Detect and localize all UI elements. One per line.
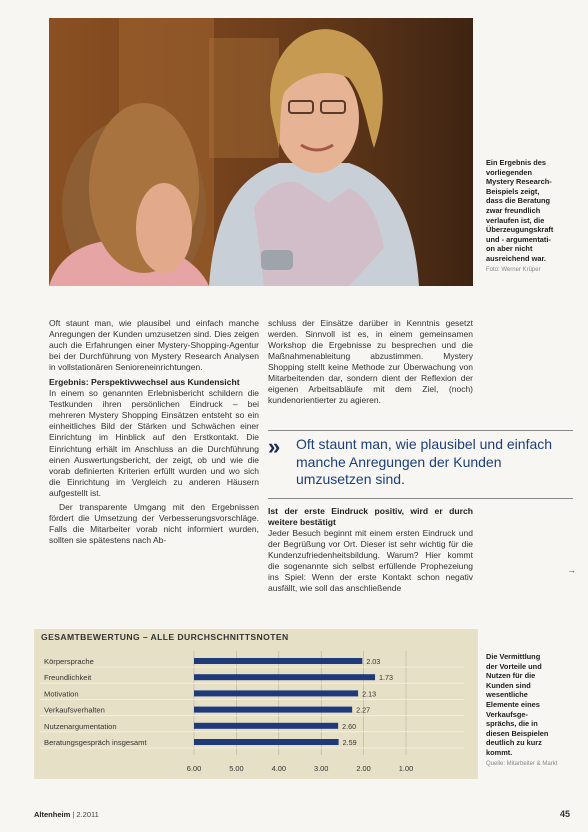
data-label: 1.73 (379, 673, 394, 683)
photo-credit: Foto: Werner Krüper (486, 266, 541, 273)
chart-bar (194, 723, 338, 729)
caption-line: vorliegenden (486, 167, 532, 177)
body-paragraph: Der transparente Umgang mit den Ergebnissen fördert die Umsetzung der Verbesserungsvorschläge. Falls die Mitarbeiter vorab nicht informiert wurden, sollten sie spätestens nach Ab- (49, 501, 259, 545)
rating-chart (34, 629, 478, 779)
intro-paragraph: Oft staunt man, wie plausibel und einfach manche Anregungen der Kunden umzusetzen sind. Dies zeigen auch die Erfahrungen einer Mystery-Shopping-Agentur bei der Durchführung von Mystery Research Analysen in vollstationären Senioreneinrichtungen. (49, 318, 259, 373)
caption-line: Überzeugungskraft (486, 225, 554, 235)
caption-line: Kunden sind (486, 680, 531, 690)
caption-line: Die Vermittlung (486, 652, 541, 661)
photo-two-women-conversation-icon (49, 18, 473, 286)
chart-bar (194, 739, 339, 745)
body-paragraph: In einem so genannten Erlebnisbericht schildern die Testkunden ihren persönlichen Eindruck – bei mehreren Mystery Shopping Einsätzen entsteht so ein einheitliches Bild der Stärken und Schwächen einer Einrichtung im Hinblick auf den Erstkontakt. Die Einrichtung erhält im Anschluss an die Durchführung einen Auswertungsbericht, der zeigt, ob und wie die vorab definierten Kriterien erfüllt wurden und wo sich die Einrichtung im Vergleich zu anderen Häusern aufgestellt ist. (49, 388, 259, 498)
divider (268, 430, 573, 431)
quote-mark-icon: » (268, 434, 281, 459)
category-label: Freundlichkeit (44, 673, 92, 683)
caption-line: Beispiels zeigt, (486, 186, 540, 196)
data-label: 2.60 (342, 721, 357, 731)
chart-bar (194, 690, 358, 696)
data-label: 2.03 (366, 657, 381, 666)
category-label: Motivation (44, 689, 79, 699)
body-paragraph: Jeder Besuch beginnt mit einem ersten Eindruck und der Begrüßung vor Ort. Dieser ist sehr wichtig für die Kundenzufriedenheitsbildung. Warum? Hier kommt die sogenannte sich selbst erfüllende Prophezeiung ins Spiel: Wenn der erste Kontakt schon negativ ausfällt, wie soll das anschließende (268, 528, 473, 594)
page-number: 45 (560, 809, 571, 819)
caption-line: Verkaufsge- (486, 709, 528, 719)
chart-bar (194, 707, 352, 713)
photo-caption (486, 158, 582, 275)
caption-line: wesentliche (486, 690, 528, 700)
divider (268, 498, 573, 499)
text-column-left (49, 318, 259, 549)
x-tick-label: 1.00 (398, 764, 414, 773)
caption-line: der Vorteile und (486, 661, 542, 671)
x-tick-label: 5.00 (229, 764, 244, 773)
category-label: Nutzenargumentation (44, 721, 117, 731)
category-label: Verkaufsverhalten (44, 705, 105, 715)
x-tick-label: 2.00 (356, 764, 371, 773)
caption-line: sprächs, die in (486, 719, 538, 729)
data-label: 2.27 (356, 705, 371, 715)
continue-arrow-icon: → (567, 565, 576, 575)
chart-bar (194, 674, 375, 680)
caption-line: diesen Beispielen (486, 728, 549, 738)
data-label: 2.59 (342, 738, 357, 747)
chart-caption (486, 652, 582, 769)
chart-source: Quelle: Mitarbeiter & Markt (486, 760, 558, 767)
pull-quote (268, 436, 573, 489)
caption-line: on aber nicht (486, 244, 533, 254)
chart-bar (194, 658, 362, 664)
article-photo (49, 18, 473, 286)
caption-line: Mystery Research- (486, 177, 552, 187)
text-column-right-bottom (268, 506, 473, 597)
caption-line: und - argumentati- (486, 234, 551, 244)
category-label: Körpersprache (44, 657, 94, 666)
issue-number: 2.2011 (76, 810, 99, 819)
caption-line: dass die Beratung (486, 196, 551, 206)
magazine-name: Altenheim (34, 810, 71, 819)
subheading: Ergebnis: Perspektivwechsel aus Kundensicht (49, 377, 240, 388)
caption-line: verlaufen ist, die (486, 215, 545, 225)
caption-line: zwar freundlich (486, 205, 541, 215)
caption-line: Nutzen für die (486, 671, 536, 681)
caption-line: Elemente eines (486, 699, 540, 709)
footer-separator: | (72, 810, 77, 819)
footer-magazine (34, 810, 99, 819)
caption-line: Ein Ergebnis des (486, 158, 546, 167)
x-tick-label: 6.00 (186, 764, 202, 773)
text-column-right-top (268, 318, 473, 409)
x-tick-label: 3.00 (314, 764, 329, 773)
chart-canvas (34, 629, 478, 779)
caption-line: kommt. (486, 747, 513, 757)
caption-line: ausreichend war. (486, 253, 546, 263)
body-paragraph: schluss der Einsätze darüber in Kenntnis gesetzt werden. Sinnvoll ist es, in einem gemeinsamen Workshop die Ergebnisse zu besprechen und die Maßnahmenableitung abzustimmen. Mystery Shopping stellt keine Methode zur Überwachung von Mitarbeitenden dar, sondern dient der Reflexion der eigenen Arbeitsabläufe mit dem Ziel, (noch) kundenorientierter zu agieren. (268, 318, 473, 406)
chart-title: GESAMTBEWERTUNG – ALLE DURCHSCHNITTSNOTEN (41, 632, 289, 642)
caption-line: deutlich zu kurz (486, 738, 542, 748)
category-label: Beratungsgespräch insgesamt (44, 738, 147, 747)
pull-quote-text: Oft staunt man, wie plausibel und einfach manche Anregungen der Kunden umzusetzen sind. (296, 436, 553, 487)
data-label: 2.13 (362, 689, 377, 699)
x-tick-label: 4.00 (271, 764, 286, 773)
subheading: Ist der erste Eindruck positiv, wird er durch weitere bestätigt (268, 506, 473, 528)
